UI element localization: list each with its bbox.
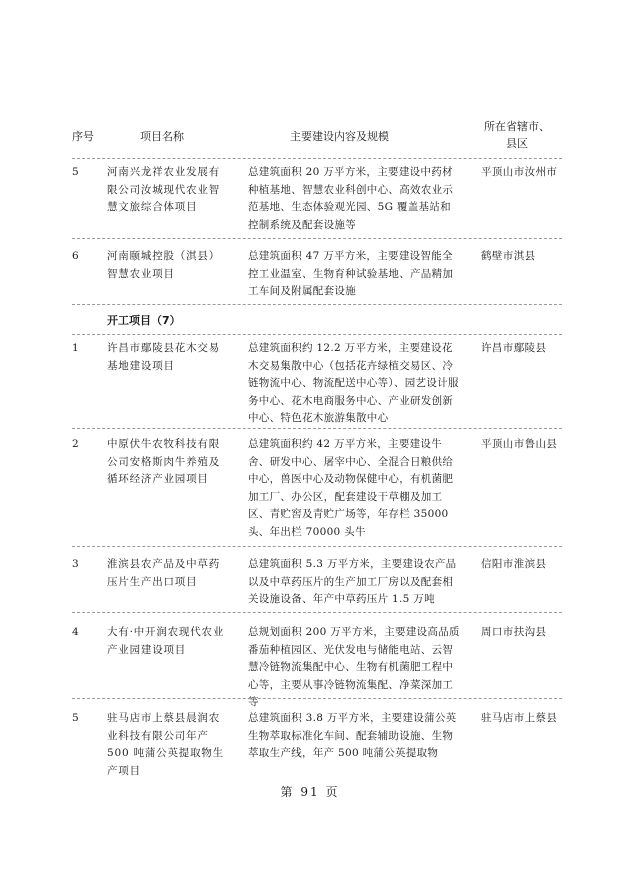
project-name: 大有·中开润农现代农业产业园建设项目	[107, 626, 225, 656]
project-region: 鹤壁市淇县	[481, 250, 536, 262]
row-number: 3	[72, 558, 79, 570]
project-region: 平顶山市鲁山县	[481, 438, 558, 450]
header-content: 主要建设内容及规模	[290, 130, 389, 143]
divider	[72, 158, 562, 159]
header-region	[477, 118, 557, 152]
divider	[72, 612, 562, 613]
project-region: 驻马店市上蔡县	[481, 712, 558, 724]
project-content: 总建筑面积约 42 万平方米，主要建设牛舍、研发中心、屠宰中心、全混合日粮供给中心，兽医中心及动物保健中心，有机菌肥加工厂、办公区，配套建设干草棚及加工区、青贮窖及青贮广场等，年存栏 35000 头、年出栏 70000 头牛	[248, 438, 454, 538]
header-region-line1: 所在省辖市、	[484, 120, 550, 133]
divider	[72, 304, 562, 305]
project-name: 许昌市鄢陵县花木交易基地建设项目	[107, 342, 220, 372]
page-number: 第 91 页	[280, 785, 340, 799]
section-title: 开工项目（7）	[107, 314, 181, 327]
row-number: 6	[72, 250, 79, 262]
row-number: 5	[72, 712, 79, 724]
project-content: 总建筑面积 47 万平方米，主要建设智能全控工业温室、生物育种试验基地、产品精加工车间及附属配套设施	[248, 250, 454, 297]
project-region: 信阳市淮滨县	[481, 558, 547, 570]
header-project-name: 项目名称	[140, 130, 184, 143]
project-name: 驻马店市上蔡县晨润农业科技有限公司年产 500 吨蒲公英提取物生产项目	[107, 712, 224, 777]
project-name: 淮滨县农产品及中草药压片生产出口项目	[107, 558, 220, 588]
project-region: 许昌市鄢陵县	[481, 342, 547, 354]
project-content: 总建筑面积 3.8 万平方米，主要建设蒲公英生物萃取标准化车间、配套辅助设施、生物萃取生产线，年产 500 吨蒲公英提取物	[248, 712, 457, 759]
project-name: 中原伏牛农牧科技有限公司安格斯肉牛养殖及循环经济产业园项目	[107, 438, 220, 485]
project-content: 总规划面积 200 万平方米，主要建设高品质番茄种植园区、光伏发电与储能电站、云智慧冷链物流集配中心、生物有机菌肥工程中心等，主要从事冷链物流集配、净菜深加工等	[248, 626, 460, 708]
header-no: 序号	[72, 130, 94, 143]
divider	[72, 238, 562, 239]
divider	[72, 546, 562, 547]
row-number: 4	[72, 626, 79, 638]
project-content: 总建筑面积 20 万平方米，主要建设中药材种植基地、智慧农业科创中心、高效农业示范基地、生态体验观光园、5G 覆盖基站和控制系统及配套设施等	[248, 166, 454, 231]
divider	[72, 698, 562, 699]
row-number: 2	[72, 438, 79, 450]
project-region: 平顶山市汝州市	[481, 166, 558, 178]
project-content: 总建筑面积约 12.2 万平方米，主要建设花木交易集散中心（包括花卉绿植交易区、冷链物流中心、物流配送中心等）、园艺设计服务中心、花木电商服务中心、产业研发创新中心、特色花木旅游集散中心	[248, 342, 459, 424]
project-name: 河南颐城控股（淇县）智慧农业项目	[107, 250, 220, 280]
divider	[72, 334, 562, 335]
project-name: 河南兴龙祥农业发展有限公司汝城现代农业智慧文旅综合体项目	[107, 166, 220, 213]
project-region: 周口市扶沟县	[481, 626, 547, 638]
project-content: 总建筑面积 5.3 万平方米，主要建设农产品以及中草药压片的生产加工厂房以及配套相关设施设备、年产中草药压片 1.5 万吨	[248, 558, 457, 605]
row-number: 1	[72, 342, 79, 354]
divider	[72, 428, 562, 429]
header-region-line2: 县区	[506, 137, 528, 150]
row-number: 5	[72, 166, 79, 178]
